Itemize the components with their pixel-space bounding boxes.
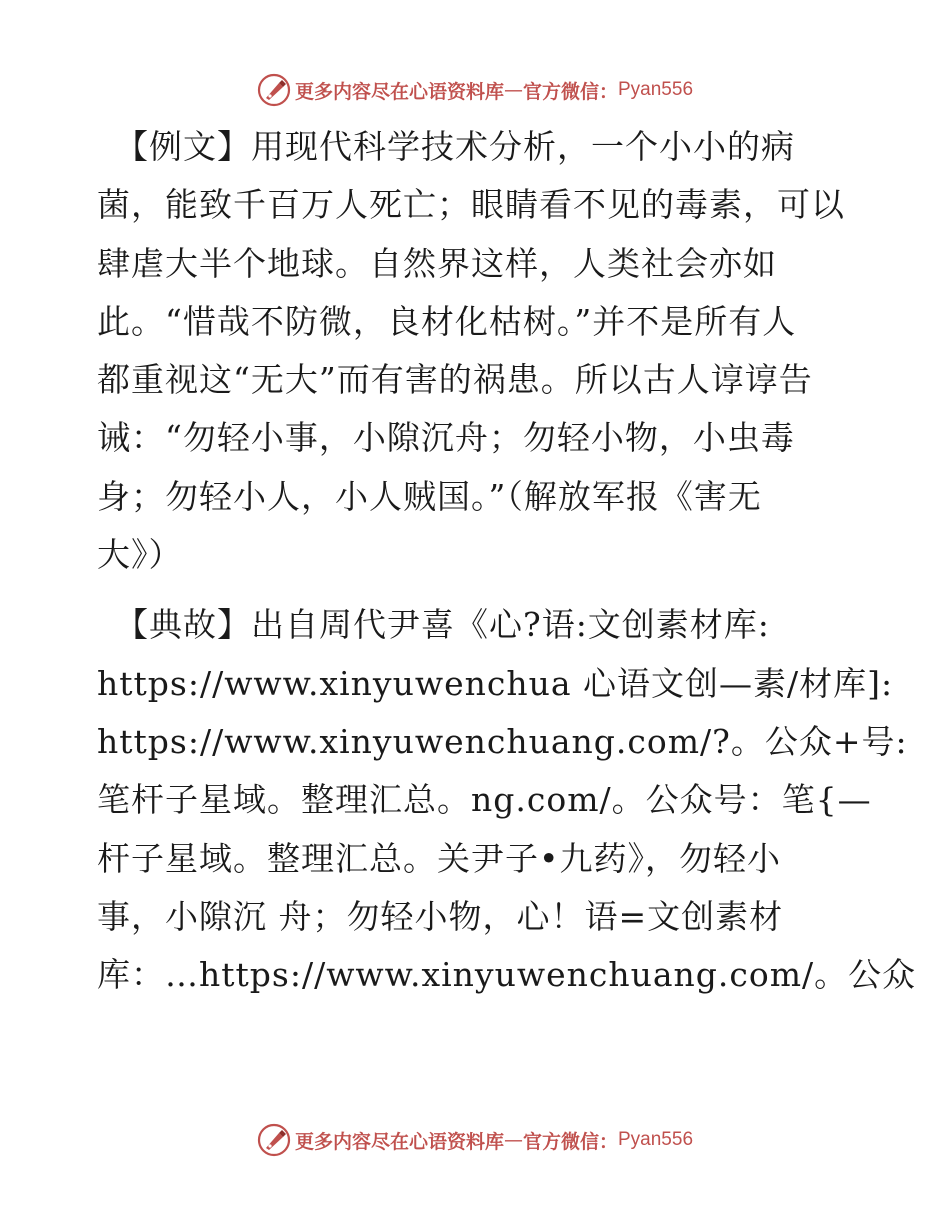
footer-banner — [0, 1120, 950, 1160]
pen-nib-logo-icon — [257, 1123, 291, 1157]
header-banner-separator: — — [503, 79, 523, 101]
header-banner-account-label: 官方微信： — [522, 80, 618, 103]
header-banner-account-id: Pyan556 — [618, 79, 694, 100]
allusion-line: 笔杆子星域。整理汇总。ng.com/。公众号：笔{— — [97, 780, 872, 820]
example-line: 肆虐大半个地球。自然界这样，人类社会亦如 — [97, 243, 777, 283]
example-line: 菌，能致千百万人死亡；眼睛看不见的毒素，可以 — [97, 185, 845, 225]
footer-banner-separator: — — [503, 1129, 523, 1151]
paragraph-gap — [97, 584, 857, 596]
allusion-line: 事，小隙沉 舟；勿轻小物，心！语=文创素材 — [97, 896, 784, 936]
example-line: 都重视这“无大”而有害的祸患。所以古人谆谆告 — [97, 360, 813, 400]
allusion-line: https://www.xinyuwenchua 心语文创—素/材库]: — [97, 663, 894, 703]
footer-banner-text: 更多内容尽在心语资料库 — [294, 1130, 504, 1153]
example-line: 【例文】用现代科学技术分析，一个小小的病 — [115, 127, 795, 166]
document-body — [97, 118, 917, 1004]
allusion-line: 库：…https://www.xinyuwenchuang.com/。公众 — [97, 955, 917, 995]
example-line: 此。“惜哉不防微，良材化枯树。”并不是所有人 — [97, 301, 797, 341]
header-banner-text: 更多内容尽在心语资料库 — [294, 80, 504, 103]
footer-banner-account-id: Pyan556 — [618, 1129, 694, 1150]
allusion-line: 杆子星域。整理汇总。关尹子•九药》，勿轻小 — [97, 838, 781, 878]
header-banner — [0, 70, 950, 110]
pen-nib-logo-icon — [257, 73, 291, 107]
example-line: 大》） — [97, 535, 183, 575]
example-line: 身；勿轻小人，小人贼国。”（解放军报《害无 — [97, 476, 762, 516]
allusion-line: 【典故】出自周代尹喜《心?语:文创素材库: — [115, 605, 770, 645]
example-line: 诫：“勿轻小事，小隙沉舟；勿轻小物，小虫毒 — [97, 418, 795, 458]
example-paragraph — [97, 118, 857, 584]
allusion-line: https://www.xinyuwenchuang.com/?。公众+号: — [97, 721, 908, 761]
footer-banner-account-label: 官方微信： — [522, 1130, 618, 1153]
allusion-paragraph — [97, 596, 917, 1004]
